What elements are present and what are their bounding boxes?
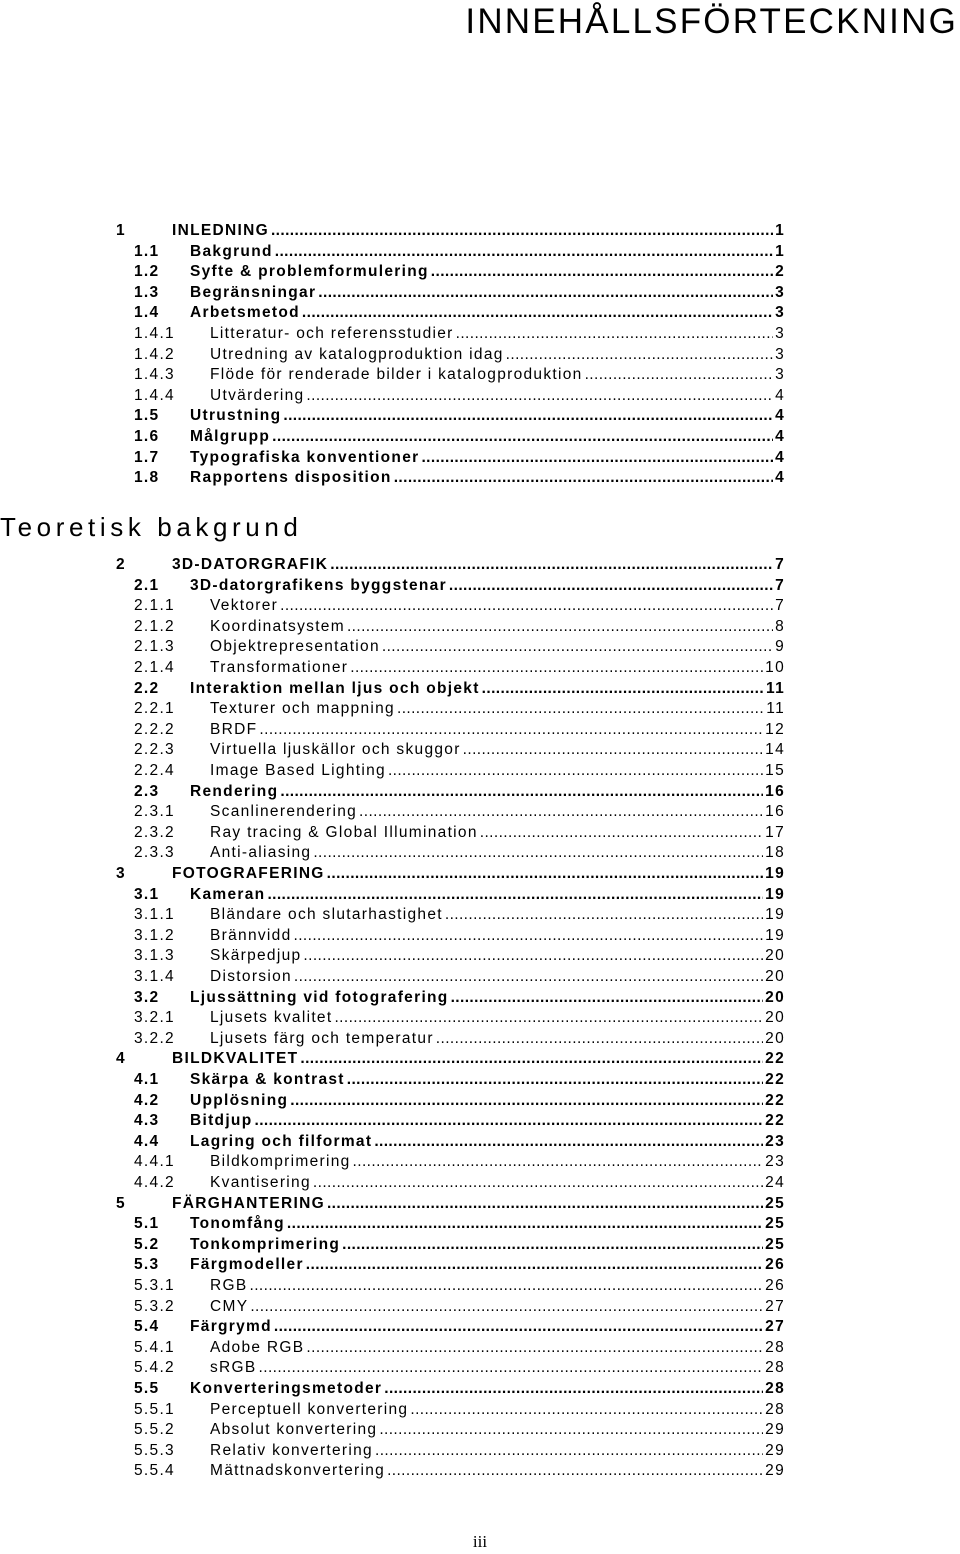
toc-entry-page: 3 bbox=[775, 325, 785, 342]
toc-entry-page: 16 bbox=[765, 803, 785, 821]
toc-entry[interactable] bbox=[0, 783, 960, 803]
toc-entry-title: BILDKVALITET bbox=[172, 1050, 299, 1068]
toc-entry-title: Virtuella ljuskällor och skuggor bbox=[210, 741, 461, 759]
toc-entry[interactable] bbox=[0, 1071, 960, 1091]
toc-dot-leader bbox=[456, 325, 773, 343]
toc-entry-number: 2.3.1 bbox=[134, 803, 175, 821]
toc-entry-title: Anti-aliasing bbox=[210, 844, 312, 862]
toc-entry-page: 22 bbox=[765, 1091, 785, 1109]
toc-entry[interactable] bbox=[0, 824, 960, 844]
toc-entry-title: Tonomfång bbox=[190, 1215, 285, 1233]
toc-entry-page: 3 bbox=[775, 345, 785, 363]
toc-entry[interactable] bbox=[0, 1215, 960, 1235]
toc-entry-page: 19 bbox=[765, 885, 785, 903]
toc-entry-page: 16 bbox=[765, 782, 785, 800]
toc-entry-title: Begränsningar bbox=[190, 283, 317, 301]
toc-dot-leader bbox=[353, 1153, 764, 1171]
toc-entry-title: Lagring och filformat bbox=[190, 1132, 373, 1150]
toc-entry-number: 1 bbox=[116, 222, 126, 239]
toc-entry-number: 2.2.3 bbox=[134, 741, 175, 759]
toc-entry-number: 2.2.1 bbox=[134, 700, 175, 718]
toc-entry-title: Syfte & problemformulering bbox=[190, 263, 429, 281]
toc-entry-title: Ljussättning vid fotografering bbox=[190, 988, 449, 1006]
toc-entry[interactable] bbox=[0, 1195, 960, 1215]
toc-entry-page: 4 bbox=[775, 469, 785, 487]
toc-entry-number: 5.4.1 bbox=[134, 1338, 175, 1356]
toc-dot-leader bbox=[287, 1215, 763, 1233]
toc-entry[interactable] bbox=[0, 1092, 960, 1112]
toc-dot-leader bbox=[318, 284, 773, 302]
toc-dot-leader bbox=[259, 721, 763, 739]
toc-entry[interactable] bbox=[0, 638, 960, 658]
toc-entry-page: 20 bbox=[765, 1029, 785, 1047]
toc-entry-page: 14 bbox=[765, 741, 785, 759]
toc-entry-page: 29 bbox=[765, 1462, 785, 1480]
toc-entry-title: Ray tracing & Global Illumination bbox=[210, 823, 478, 841]
toc-entry-page: 20 bbox=[765, 968, 785, 985]
toc-entry-page: 20 bbox=[765, 1009, 785, 1027]
toc-entry[interactable] bbox=[0, 618, 960, 638]
toc-dot-leader bbox=[303, 947, 763, 965]
toc-entry-number: 3.1.3 bbox=[134, 947, 175, 965]
toc-entry-number: 1.2 bbox=[134, 263, 160, 281]
toc-entry-title: Rapportens disposition bbox=[190, 469, 392, 487]
toc-dot-leader bbox=[431, 263, 773, 281]
toc-entry-title: Bakgrund bbox=[190, 242, 273, 260]
toc-dot-leader bbox=[388, 762, 763, 780]
toc-entry-title: FÄRGHANTERING bbox=[172, 1194, 325, 1212]
toc-entry[interactable] bbox=[0, 968, 960, 988]
toc-dot-leader bbox=[280, 783, 763, 801]
toc-dot-leader bbox=[283, 407, 773, 425]
toc-entry-page: 27 bbox=[765, 1297, 785, 1315]
toc-dot-leader bbox=[259, 1359, 764, 1377]
toc-entry-number: 5.3.2 bbox=[134, 1297, 175, 1315]
toc-entry-title: Flöde för renderade bilder i katalogproduktion bbox=[210, 366, 583, 384]
toc-entry-title: Ljusets färg och temperatur bbox=[210, 1029, 434, 1047]
toc-entry-number: 2.1.1 bbox=[134, 597, 175, 615]
toc-entry[interactable] bbox=[0, 1030, 960, 1050]
toc-entry-page: 28 bbox=[765, 1380, 785, 1397]
toc-entry-number: 2.2.2 bbox=[134, 720, 175, 738]
toc-entry[interactable] bbox=[0, 449, 960, 469]
toc-entry-page: 3 bbox=[775, 283, 785, 301]
toc-entry-number: 1.5 bbox=[134, 407, 160, 425]
toc-entry-title: Interaktion mellan ljus och objekt bbox=[190, 679, 480, 697]
toc-entry-page: 1 bbox=[775, 242, 785, 260]
toc-entry-page: 23 bbox=[765, 1153, 785, 1171]
toc-entry-number: 2.2 bbox=[134, 679, 160, 697]
toc-dot-leader bbox=[347, 1071, 763, 1089]
toc-entry-title: Brännvidd bbox=[210, 926, 292, 944]
toc-entry-number: 3.1.2 bbox=[134, 926, 175, 944]
toc-entry-number: 5.5 bbox=[134, 1380, 160, 1397]
toc-dot-leader bbox=[482, 680, 764, 698]
toc-dot-leader bbox=[480, 824, 763, 842]
toc-entry-title: Adobe RGB bbox=[210, 1338, 305, 1356]
toc-entry-title: Upplösning bbox=[190, 1091, 289, 1109]
toc-entry-page: 29 bbox=[765, 1421, 785, 1439]
toc-entry-page: 15 bbox=[765, 762, 785, 779]
toc-entry-page: 17 bbox=[765, 823, 785, 841]
toc-entry-number: 2.1.2 bbox=[134, 617, 175, 635]
toc-dot-leader bbox=[445, 906, 763, 924]
toc-entry-number: 2.3 bbox=[134, 782, 160, 800]
toc-entry[interactable] bbox=[0, 1256, 960, 1276]
toc-entry-number: 4.2 bbox=[134, 1091, 160, 1109]
toc-dot-leader bbox=[374, 1133, 763, 1151]
toc-entry-title: Scanlinerendering bbox=[210, 803, 358, 821]
toc-entry-number: 3.1.1 bbox=[134, 906, 175, 924]
toc-entry-number: 2 bbox=[116, 556, 126, 573]
toc-entry-page: 28 bbox=[765, 1400, 785, 1418]
toc-entry-page: 3 bbox=[775, 304, 785, 322]
toc-dot-leader bbox=[254, 1112, 763, 1130]
toc-entry-page: 26 bbox=[765, 1277, 785, 1294]
toc-entry-number: 3.1.4 bbox=[134, 968, 175, 985]
toc-dot-leader bbox=[342, 1236, 763, 1254]
toc-entry[interactable] bbox=[0, 263, 960, 283]
toc-entry-number: 1.4.2 bbox=[134, 345, 175, 363]
toc-entry-page: 20 bbox=[765, 988, 785, 1006]
toc-dot-leader bbox=[313, 844, 763, 862]
toc-entry-title: Image Based Lighting bbox=[210, 762, 386, 779]
toc-entry[interactable] bbox=[0, 1174, 960, 1194]
toc-dot-leader bbox=[397, 700, 764, 718]
toc-entry[interactable] bbox=[0, 346, 960, 366]
toc-entry-number: 1.4.4 bbox=[134, 386, 175, 404]
toc-entry-number: 4.3 bbox=[134, 1112, 160, 1130]
toc-entry-page: 29 bbox=[765, 1441, 785, 1459]
toc-entry-title: 3D-datorgrafikens byggstenar bbox=[190, 576, 447, 594]
toc-entry-number: 3.1 bbox=[134, 885, 160, 903]
toc-entry-page: 9 bbox=[775, 638, 785, 656]
toc-entry-title: Koordinatsystem bbox=[210, 617, 345, 635]
toc-entry[interactable] bbox=[0, 680, 960, 700]
toc-dot-leader bbox=[306, 1256, 763, 1274]
toc-entry[interactable] bbox=[0, 886, 960, 906]
toc-entry-page: 19 bbox=[765, 906, 785, 924]
toc-dot-leader bbox=[306, 387, 773, 405]
toc-entry-number: 4.1 bbox=[134, 1071, 160, 1088]
toc-entry-page: 8 bbox=[775, 617, 785, 635]
toc-entry[interactable] bbox=[0, 366, 960, 386]
toc-entry-title: Konverteringsmetoder bbox=[190, 1380, 383, 1397]
toc-entry[interactable] bbox=[0, 1298, 960, 1318]
toc-entry-title: Absolut konvertering bbox=[210, 1421, 378, 1439]
toc-entry[interactable] bbox=[0, 1112, 960, 1132]
toc-entry[interactable] bbox=[0, 222, 960, 242]
toc-entry-number: 1.4 bbox=[134, 304, 160, 322]
toc-entry[interactable] bbox=[0, 243, 960, 263]
toc-entry[interactable] bbox=[0, 1380, 960, 1400]
toc-entry-title: BRDF bbox=[210, 720, 258, 738]
toc-dot-leader bbox=[275, 243, 773, 261]
toc-entry-number: 1.8 bbox=[134, 469, 160, 487]
toc-entry[interactable] bbox=[0, 469, 960, 489]
toc-entry-title: Litteratur- och referensstudier bbox=[210, 325, 454, 342]
toc-entry[interactable] bbox=[0, 304, 960, 324]
toc-entry-page: 2 bbox=[775, 263, 785, 281]
toc-entry[interactable] bbox=[0, 597, 960, 617]
toc-entry-title: Skärpedjup bbox=[210, 947, 302, 965]
toc-dot-leader bbox=[585, 366, 774, 384]
toc-entry-title: CMY bbox=[210, 1297, 249, 1315]
toc-dot-leader bbox=[274, 1318, 763, 1336]
toc-entry[interactable] bbox=[0, 284, 960, 304]
toc-dot-leader bbox=[327, 865, 763, 883]
toc-entry-page: 10 bbox=[765, 659, 785, 676]
toc-entry-page: 22 bbox=[765, 1112, 785, 1130]
toc-entry-page: 4 bbox=[775, 428, 785, 445]
toc-entry[interactable] bbox=[0, 387, 960, 407]
toc-entry[interactable] bbox=[0, 1009, 960, 1029]
toc-entry[interactable] bbox=[0, 844, 960, 864]
toc-entry-page: 20 bbox=[765, 947, 785, 965]
toc-entry-title: Skärpa & kontrast bbox=[190, 1071, 345, 1088]
toc-entry[interactable] bbox=[0, 1421, 960, 1441]
toc-entry-number: 5.4 bbox=[134, 1318, 160, 1336]
toc-entry[interactable] bbox=[0, 1401, 960, 1421]
toc-entry[interactable] bbox=[0, 741, 960, 761]
toc-entry-page: 28 bbox=[765, 1359, 785, 1377]
toc-dot-leader bbox=[267, 886, 763, 904]
toc-entry[interactable] bbox=[0, 721, 960, 741]
toc-entry-title: Bitdjup bbox=[190, 1112, 253, 1130]
toc-entry[interactable] bbox=[0, 1153, 960, 1173]
toc-entry-page: 7 bbox=[775, 576, 785, 594]
toc-dot-leader bbox=[250, 1277, 764, 1295]
toc-entry-number: 1.3 bbox=[134, 283, 160, 301]
toc-entry-number: 2.3.3 bbox=[134, 844, 175, 862]
toc-entry-title: Utrustning bbox=[190, 407, 282, 425]
toc-entry-title: Färgrymd bbox=[190, 1318, 272, 1336]
toc-dot-leader bbox=[506, 346, 773, 364]
toc-entry-page: 1 bbox=[775, 222, 785, 239]
toc-entry-title: Bländare och slutarhastighet bbox=[210, 906, 443, 924]
toc-dot-leader bbox=[436, 1030, 763, 1048]
toc-entry[interactable] bbox=[0, 556, 960, 576]
toc-entry-title: Vektorer bbox=[210, 597, 279, 615]
toc-entry[interactable] bbox=[0, 659, 960, 679]
toc-entry-number: 5.5.2 bbox=[134, 1421, 175, 1439]
toc-entry-page: 7 bbox=[775, 597, 785, 615]
toc-entry-page: 23 bbox=[765, 1132, 785, 1150]
toc-entry[interactable] bbox=[0, 1462, 960, 1482]
toc-entry[interactable] bbox=[0, 1442, 960, 1462]
toc-dot-leader bbox=[250, 1298, 763, 1316]
toc-dot-leader bbox=[294, 968, 763, 986]
toc-entry-page: 12 bbox=[765, 720, 785, 738]
toc-entry-number: 1.6 bbox=[134, 428, 160, 445]
toc-entry-page: 26 bbox=[765, 1256, 785, 1274]
toc-entry-title: 3D-DATORGRAFIK bbox=[172, 556, 329, 573]
toc-entry-page: 4 bbox=[775, 407, 785, 425]
toc-entry-title: Kameran bbox=[190, 885, 266, 903]
toc-entry-title: Färgmodeller bbox=[190, 1256, 304, 1274]
toc-dot-leader bbox=[347, 618, 773, 636]
toc-entry-title: FOTOGRAFERING bbox=[172, 865, 325, 882]
page-title: INNEHÅLLSFÖRTECKNING bbox=[465, 2, 958, 41]
toc-entry-title: Utredning av katalogproduktion idag bbox=[210, 345, 504, 363]
toc-entry-number: 4 bbox=[116, 1050, 126, 1068]
toc-entry-title: Objektrepresentation bbox=[210, 638, 380, 656]
toc-entry-number: 4.4.2 bbox=[134, 1174, 175, 1191]
toc-entry-number: 2.1.3 bbox=[134, 638, 175, 656]
toc-entry-number: 5.5.1 bbox=[134, 1400, 175, 1418]
toc-entry-page: 19 bbox=[765, 865, 785, 882]
toc-entry-page: 7 bbox=[775, 556, 785, 573]
toc-entry-page: 28 bbox=[765, 1338, 785, 1356]
toc-entry[interactable] bbox=[0, 325, 960, 345]
toc-entry[interactable] bbox=[0, 906, 960, 926]
toc-dot-leader bbox=[350, 659, 763, 677]
toc-entry-page: 19 bbox=[765, 926, 785, 944]
toc-entry-title: Typografiska konventioner bbox=[190, 448, 420, 466]
toc-entry-title: sRGB bbox=[210, 1359, 257, 1377]
toc-entry-number: 5.2 bbox=[134, 1235, 160, 1253]
toc-entry[interactable] bbox=[0, 577, 960, 597]
toc-entry-page: 18 bbox=[765, 844, 785, 862]
toc-entry[interactable] bbox=[0, 989, 960, 1009]
toc-entry-page: 25 bbox=[765, 1215, 785, 1233]
toc-dot-leader bbox=[375, 1442, 763, 1460]
toc-dot-leader bbox=[300, 1050, 763, 1068]
toc-entry-number: 5.5.4 bbox=[134, 1462, 175, 1480]
toc-entry-page: 11 bbox=[766, 679, 785, 697]
toc-entry[interactable] bbox=[0, 927, 960, 947]
toc-entry-number: 1.1 bbox=[134, 242, 160, 260]
toc-entry-page: 24 bbox=[765, 1174, 785, 1191]
toc-dot-leader bbox=[379, 1421, 763, 1439]
footer-page-number: iii bbox=[472, 1532, 488, 1551]
toc-dot-leader bbox=[302, 304, 773, 322]
toc-entry-page: 11 bbox=[766, 700, 785, 718]
toc-dot-leader bbox=[313, 1174, 763, 1192]
toc-dot-leader bbox=[359, 803, 763, 821]
toc-entry-title: Målgrupp bbox=[190, 428, 271, 445]
toc-entry-number: 1.7 bbox=[134, 448, 160, 466]
toc-entry[interactable] bbox=[0, 1359, 960, 1379]
toc-entry-page: 22 bbox=[765, 1050, 785, 1068]
toc-entry-title: Transformationer bbox=[210, 659, 349, 676]
toc-entry-title: Kvantisering bbox=[210, 1174, 311, 1191]
toc-entry-title: Bildkomprimering bbox=[210, 1153, 351, 1171]
toc-dot-leader bbox=[306, 1339, 763, 1357]
toc-dot-leader bbox=[463, 741, 763, 759]
toc-entry-number: 2.3.2 bbox=[134, 823, 175, 841]
toc-entry-title: Relativ konvertering bbox=[210, 1441, 373, 1459]
toc-dot-leader bbox=[451, 989, 764, 1007]
toc-dot-leader bbox=[280, 597, 773, 615]
toc-dot-leader bbox=[294, 927, 764, 945]
toc-entry-page: 4 bbox=[775, 386, 785, 404]
toc-entry-number: 5.5.3 bbox=[134, 1441, 175, 1459]
toc-entry[interactable] bbox=[0, 1050, 960, 1070]
toc-entry-number: 5.3 bbox=[134, 1256, 160, 1274]
section-heading: Teoretisk bakgrund bbox=[0, 512, 303, 542]
toc-entry[interactable] bbox=[0, 700, 960, 720]
toc-entry-page: 25 bbox=[765, 1235, 785, 1253]
toc-entry-title: Texturer och mappning bbox=[210, 700, 395, 718]
toc-dot-leader bbox=[271, 222, 773, 240]
toc-entry-page: 4 bbox=[775, 448, 785, 466]
toc-entry-number: 3.2.2 bbox=[134, 1029, 175, 1047]
toc-dot-leader bbox=[327, 1195, 763, 1213]
toc-entry-number: 3.2 bbox=[134, 988, 160, 1006]
toc-entry-title: Mättnadskonvertering bbox=[210, 1462, 386, 1480]
toc-entry-page: 27 bbox=[765, 1318, 785, 1336]
toc-entry-number: 5.1 bbox=[134, 1215, 160, 1233]
toc-entry-number: 3.2.1 bbox=[134, 1009, 175, 1027]
toc-entry-number: 2.1.4 bbox=[134, 659, 175, 676]
toc-entry-number: 1.4.1 bbox=[134, 325, 175, 342]
toc-entry[interactable] bbox=[0, 1277, 960, 1297]
toc-dot-leader bbox=[449, 577, 773, 595]
toc-dot-leader bbox=[382, 638, 773, 656]
toc-dot-leader bbox=[387, 1462, 763, 1480]
toc-entry[interactable] bbox=[0, 1318, 960, 1338]
toc-entry-number: 4.4 bbox=[134, 1132, 160, 1150]
toc-entry[interactable] bbox=[0, 407, 960, 427]
toc-entry[interactable] bbox=[0, 865, 960, 885]
toc-entry[interactable] bbox=[0, 762, 960, 782]
toc-dot-leader bbox=[290, 1092, 763, 1110]
toc-entry-number: 5.3.1 bbox=[134, 1277, 175, 1294]
toc-entry-page: 25 bbox=[765, 1194, 785, 1212]
toc-entry-number: 2.1 bbox=[134, 576, 160, 594]
toc-entry-title: Tonkomprimering bbox=[190, 1235, 341, 1253]
toc-entry-number: 5 bbox=[116, 1194, 126, 1212]
toc-dot-leader bbox=[334, 1009, 763, 1027]
toc-entry-number: 5.4.2 bbox=[134, 1359, 175, 1377]
toc-entry-title: Rendering bbox=[190, 782, 279, 800]
toc-dot-leader bbox=[330, 556, 773, 574]
toc-entry-number: 3 bbox=[116, 865, 126, 882]
toc-entry-title: Distorsion bbox=[210, 968, 292, 985]
toc-entry-title: Ljusets kvalitet bbox=[210, 1009, 333, 1027]
toc-entry[interactable] bbox=[0, 428, 960, 448]
toc-entry[interactable] bbox=[0, 1339, 960, 1359]
toc-entry[interactable] bbox=[0, 947, 960, 967]
toc-entry-title: RGB bbox=[210, 1277, 248, 1294]
toc-entry-page: 3 bbox=[775, 366, 785, 384]
toc-entry-number: 1.4.3 bbox=[134, 366, 175, 384]
toc-dot-leader bbox=[421, 449, 773, 467]
toc-entry[interactable] bbox=[0, 1133, 960, 1153]
toc-entry-page: 22 bbox=[765, 1071, 785, 1088]
toc-dot-leader bbox=[384, 1380, 763, 1398]
toc-dot-leader bbox=[394, 469, 773, 487]
toc-entry-number: 4.4.1 bbox=[134, 1153, 175, 1171]
toc-dot-leader bbox=[272, 428, 773, 446]
toc-entry-number: 2.2.4 bbox=[134, 762, 175, 779]
toc-entry-title: Utvärdering bbox=[210, 386, 305, 404]
toc-entry[interactable] bbox=[0, 1236, 960, 1256]
toc-entry-title: Arbetsmetod bbox=[190, 304, 300, 322]
toc-entry[interactable] bbox=[0, 803, 960, 823]
toc-entry-title: Perceptuell konvertering bbox=[210, 1400, 409, 1418]
toc-entry-title: INLEDNING bbox=[172, 222, 269, 239]
toc-dot-leader bbox=[410, 1401, 763, 1419]
